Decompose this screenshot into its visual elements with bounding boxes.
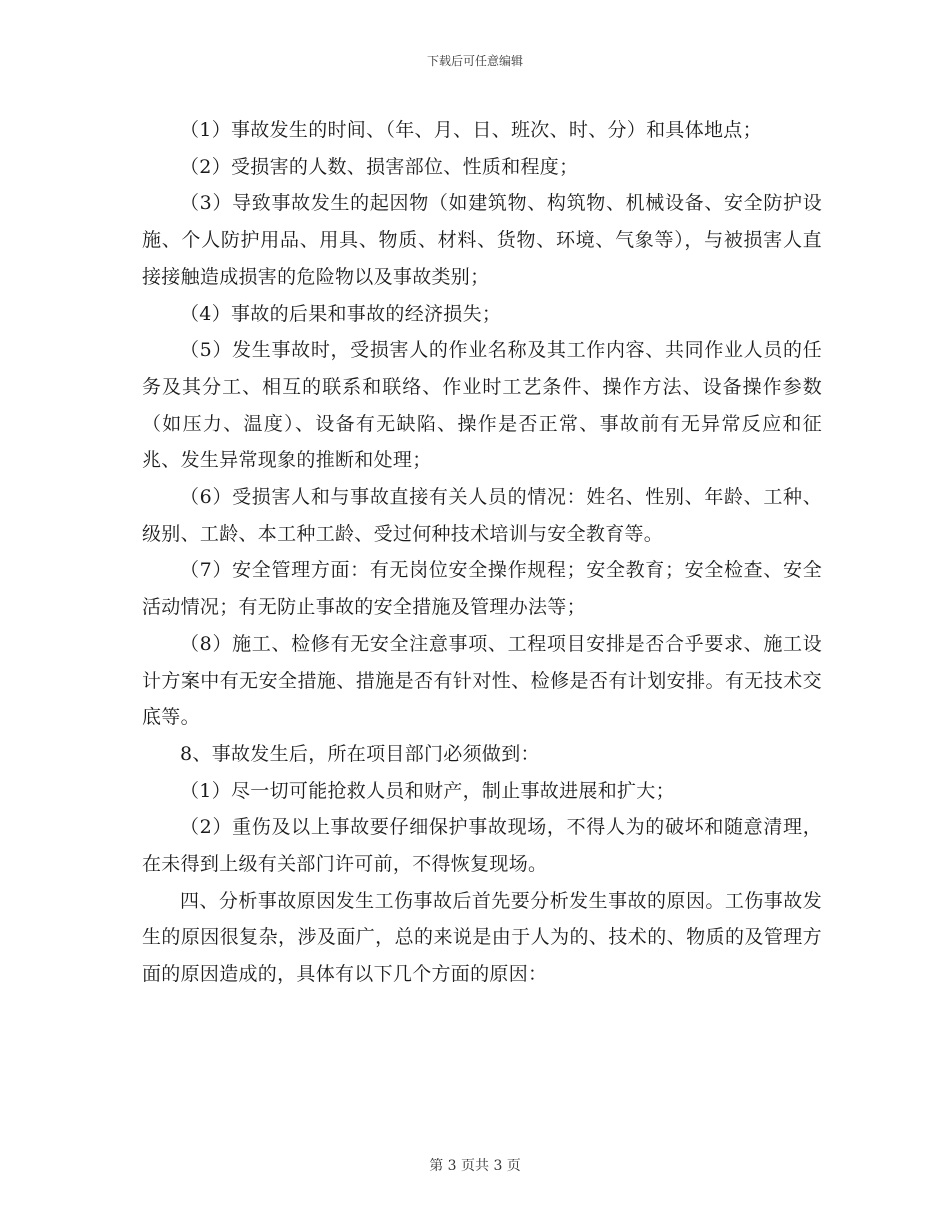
page-footer: 第 3 页共 3 页	[429, 1158, 521, 1174]
paragraph-3: （3）导致事故发生的起因物（如建筑物、构筑物、机械设备、安全防护设施、个人防护用品、用具、物质、材料、货物、环境、气象等），与被损害人直接接触造成损害的危险物以及事故类别；	[142, 192, 822, 288]
paragraph-9: 8、事故发生后，所在项目部门必须做到：	[180, 742, 540, 765]
paragraph-5: （5）发生事故时，受损害人的作业名称及其工作内容、共同作业人员的任务及其分工、相互的联系和联络、作业时工艺条件、操作方法、设备操作参数（如压力、温度）、设备有无缺陷、操作是否正常、事故前有无异常反应和征兆、发生异常现象的推断和处理；	[142, 339, 822, 472]
paragraph-2: （2）受损害的人数、损害部位、性质和程度；	[180, 155, 579, 178]
paragraph-10: （1）尽一切可能抢救人员和财产，制止事故进展和扩大；	[180, 779, 675, 802]
paragraph-1: （1）事故发生的时间、（年、月、日、班次、时、分）和具体地点；	[180, 119, 762, 141]
paragraph-12: 四、分析事故原因发生工伤事故后首先要分析发生事故的原因。工伤事故发生的原因很复杂，涉及面广，总的来说是由于人为的、技术的、物质的及管理方面的原因造成的，具体有以下几个方面的原因：	[142, 889, 822, 986]
document-body	[142, 112, 822, 993]
paragraph-4: （4）事故的后果和事故的经济损失；	[180, 302, 502, 325]
paragraph-7: （7）安全管理方面：有无岗位安全操作规程；安全教育；安全检查、安全活动情况；有无防止事故的安全措施及管理办法等；	[142, 559, 822, 619]
page-header: 下载后可任意编辑	[426, 54, 523, 68]
paragraph-8: （8）施工、检修有无安全注意事项、工程项目安排是否合乎要求、施工设计方案中有无安全措施、措施是否有针对性、检修是否有计划安排。有无技术交底等。	[142, 632, 822, 729]
paragraph-11: （2）重伤及以上事故要仔细保护事故现场，不得人为的破坏和随意清理，在未得到上级有关部门许可前，不得恢复现场。	[142, 816, 822, 876]
paragraph-6: （6）受损害人和与事故直接有关人员的情况：姓名、性别、年龄、工种、级别、工龄、本工种工龄、受过何种技术培训与安全教育等。	[142, 486, 822, 545]
